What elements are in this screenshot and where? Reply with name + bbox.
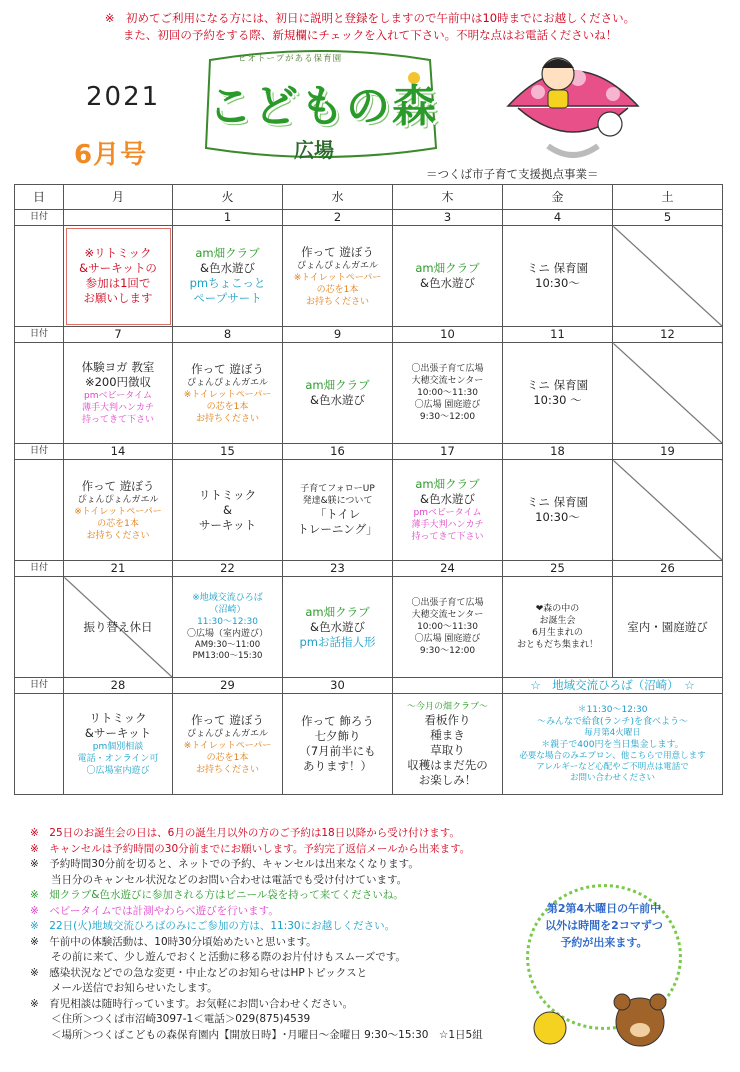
date-row — [15, 210, 723, 226]
date-wed: 2 — [283, 210, 393, 226]
date-label: 日付 — [15, 444, 64, 460]
cell-line: pmベビータイム — [84, 391, 152, 401]
date-row — [15, 561, 723, 577]
cell-line: am畑クラブ — [415, 261, 480, 275]
day-cell-mon — [64, 460, 173, 561]
cell-line: &色水遊び — [310, 393, 365, 407]
date-label: 日付 — [15, 678, 64, 694]
day-cell-sat — [613, 343, 723, 444]
cell-line: ペープサート — [193, 291, 262, 305]
issue-label: 6月号 — [74, 140, 148, 170]
cell-line: 持ってきて下さい — [81, 415, 154, 425]
date-sat: 12 — [613, 327, 723, 343]
date-thu: 17 — [393, 444, 503, 460]
date-thu: 24 — [393, 561, 503, 577]
notes-list — [30, 826, 550, 1043]
cell-line: お誕生会 — [539, 616, 576, 626]
date-row — [15, 678, 723, 694]
day-cell-wed — [283, 694, 393, 795]
cell-line: & — [223, 502, 232, 517]
cell-line: ぴょんぴょんガエル — [296, 260, 378, 271]
date-mon: 28 — [64, 678, 173, 694]
week-row — [15, 460, 723, 561]
date-row — [15, 327, 723, 343]
date-wed: 9 — [283, 327, 393, 343]
cell-line: ミニ 保育園 — [526, 378, 589, 392]
date-sat: 5 — [613, 210, 723, 226]
date-tue: 15 — [173, 444, 283, 460]
cell-line: &サーキットの — [79, 261, 157, 275]
cell-line: 〇広場（室内遊び） — [186, 629, 268, 639]
cell-line: 看板作り — [424, 712, 471, 727]
day-cell-tue — [173, 460, 283, 561]
date-fri: 11 — [503, 327, 613, 343]
note-line: 当日分のキャンセル状況などのお問い合わせは電話でも受け付けています。 — [30, 873, 408, 886]
cell-line: の芯を1本 — [206, 752, 249, 763]
cell-line: &サーキット — [84, 726, 152, 740]
note-line: ※ 予約時間30分前を切ると、ネットでの予約、キャンセルは出来なくなります。 — [30, 858, 419, 870]
day-cell-fri — [503, 577, 613, 678]
date-mon: 21 — [64, 561, 173, 577]
cell-line: 10:30～ — [535, 510, 580, 524]
week-row — [15, 694, 723, 795]
day-cell-tue — [173, 226, 283, 327]
cell-line: ※リトミック — [84, 246, 152, 260]
event-line: ＊親子で400円を当日集金します。 — [541, 740, 684, 750]
logo-tagline: ビオトープがある保育園 — [238, 54, 343, 64]
year: 2021 — [86, 82, 161, 112]
day-cell-thu — [393, 226, 503, 327]
cell-line: ミニ 保育園 — [526, 495, 589, 509]
cell-line: の芯を1本 — [206, 401, 249, 412]
cell-line: 発達&躾について — [302, 496, 373, 506]
day-cell-wed — [283, 226, 393, 327]
weekday-tue: 火 — [173, 185, 283, 210]
day-cell-thu — [393, 460, 503, 561]
event-line: アレルギーなど心配やご不明点は電話で — [536, 762, 689, 772]
cell-line: 作って 飾ろう — [301, 714, 374, 728]
cell-line: サーキット — [198, 517, 257, 532]
cell-line: 9:30～12:00 — [419, 646, 476, 656]
top-notice-2: また、初回の予約をする際、新規欄にチェックを入れて下さい。不明な点はお電話くださいね！ — [122, 28, 618, 42]
cell-line: ※地域交流ひろば — [192, 593, 263, 603]
note-line: ※ 畑クラブ&色水遊びに参加される方はビニール袋を持って来てくださいね。 — [30, 889, 404, 901]
date-wed: 23 — [283, 561, 393, 577]
cell-line: am畑クラブ — [305, 378, 370, 392]
logo-subtitle: 広場 — [294, 138, 334, 162]
cell-line: 11:30～12:30 — [197, 617, 258, 627]
cell-line: ❤森の中の — [535, 604, 580, 614]
note-line: ※ 25日のお誕生会の日は、6月の誕生月以外の方のご予約は18日以降から受け付けます。 — [30, 827, 460, 839]
date-sat: 26 — [613, 561, 723, 577]
cell-line: 薄手大判ハンカチ — [81, 403, 154, 413]
weekday-thu: 木 — [393, 185, 503, 210]
day-cell-sun — [15, 226, 64, 327]
event-line: 毎月第4火曜日 — [584, 728, 641, 738]
cell-line: 作って 遊ぼう — [301, 244, 374, 259]
day-cell-sat — [613, 460, 723, 561]
day-cell-sat — [613, 226, 723, 327]
cell-line: 室内・園庭遊び — [627, 619, 708, 634]
note-line: ＜住所＞つくば市沼崎3097-1＜電話＞029(875)4539 — [30, 1013, 311, 1025]
date-thu: 10 — [393, 327, 503, 343]
cell-line: ～今月の畑クラブ～ — [406, 701, 488, 712]
bear-chick-icon — [520, 992, 688, 1052]
date-fri: 25 — [503, 561, 613, 577]
logo-title: こどもの森 — [208, 81, 438, 132]
cell-line: ※トイレットペーパー — [183, 740, 272, 751]
cell-line: 〇出張子育て広場 — [411, 598, 484, 608]
event-line: 必要な場合のみエプロン、他こちらで用意します — [519, 751, 706, 761]
cell-line: PM13:00～15:30 — [192, 651, 263, 661]
cell-line: pmベビータイム — [413, 508, 482, 518]
date-thu: 3 — [393, 210, 503, 226]
cell-line: 草取り — [430, 742, 465, 757]
community-event-cell — [503, 694, 723, 795]
cell-line: 〇広場 園庭遊び — [414, 634, 481, 644]
logo — [200, 48, 440, 166]
date-label: 日付 — [15, 561, 64, 577]
cell-line: pmお話指人形 — [299, 634, 376, 649]
day-cell-thu — [393, 694, 503, 795]
cell-line: おともだち集まれ！ — [516, 640, 598, 650]
bubble-text: 第2第4木曜日の午前中 以外は時間を2コマずつ 予約が出来ます。 — [545, 902, 663, 949]
cell-line: &色水遊び — [200, 261, 255, 275]
cell-line: ※トイレットペーパー — [293, 272, 382, 283]
cell-line: 電話・オンライン可 — [77, 754, 159, 764]
date-label: 日付 — [15, 210, 64, 226]
cell-line: ※200円徴収 — [84, 375, 152, 389]
cell-line: リトミック — [89, 711, 147, 725]
cell-line: お持ちください — [195, 413, 259, 424]
cell-line: 「トイレ — [314, 507, 361, 521]
cell-line: ※トイレットペーパー — [74, 506, 162, 517]
cell-line: &色水遊び — [420, 492, 475, 506]
day-cell-sun — [15, 343, 64, 444]
cell-line: 作って 遊ぼう — [81, 478, 155, 493]
cell-line: 〇広場室内遊び — [86, 766, 150, 776]
cell-line: pm個別相談 — [92, 742, 144, 752]
calendar-table — [14, 184, 723, 795]
cell-line: 体験ヨガ 教室 — [81, 360, 155, 374]
cell-line: &色水遊び — [420, 276, 475, 290]
cell-line: am畑クラブ — [305, 604, 370, 619]
cell-line: の芯を1本 — [97, 518, 139, 529]
weekday-mon: 月 — [64, 185, 173, 210]
cell-line: 種まき — [430, 727, 465, 742]
day-cell-mon — [64, 343, 173, 444]
date-wed: 16 — [283, 444, 393, 460]
cell-line: 作って 遊ぼう — [191, 361, 264, 376]
cell-line: お持ちください — [195, 764, 259, 775]
note-line: ＜場所＞つくばこどもの森保育園内【開放日時】･月曜日～金曜日 9:30～15:30 ☆1日5組 — [30, 1028, 483, 1041]
cell-line: ぴょんぴょんガエル — [77, 494, 159, 505]
day-cell-fri — [503, 460, 613, 561]
cell-line: （7月前半にも — [299, 744, 376, 758]
cell-line: 10:00～11:30 — [417, 622, 478, 632]
weekday-sat: 土 — [613, 185, 723, 210]
date-tue: 1 — [173, 210, 283, 226]
date-fri: 18 — [503, 444, 613, 460]
cell-line: 作って 遊ぼう — [191, 712, 264, 727]
cell-line: （沼崎） — [209, 605, 246, 615]
weekday-wed: 水 — [283, 185, 393, 210]
cell-line: 10:00～11:30 — [417, 388, 478, 398]
cell-line: ミニ 保育園 — [526, 261, 589, 275]
day-cell-tue — [173, 577, 283, 678]
cell-line: ※トイレットペーパー — [183, 389, 272, 400]
cell-line: 子育てフォローUP — [300, 484, 375, 494]
date-row — [15, 444, 723, 460]
cell-line: 10:30 ～ — [533, 393, 582, 407]
cell-line: お楽しみ！ — [418, 772, 477, 787]
cell-line: 七夕飾り — [314, 729, 361, 743]
event-line: ＊11:30～12:30 — [577, 705, 648, 715]
event-line: ～みんなで給食(ランチ)を食べよう～ — [536, 717, 689, 727]
day-cell-mon — [64, 577, 173, 678]
note-line: ※ 午前中の体験活動は、10時30分頃始めたいと思います。 — [30, 935, 317, 948]
weekday-fri: 金 — [503, 185, 613, 210]
day-cell-fri — [503, 343, 613, 444]
cell-line: 大穂交流センター — [411, 376, 484, 386]
cell-line: お持ちください — [305, 296, 369, 307]
cell-line: 大穂交流センター — [411, 610, 484, 620]
note-line: メール送信でお知らせいたします。 — [30, 982, 218, 994]
day-cell-sun — [15, 694, 64, 795]
date-sat: 19 — [613, 444, 723, 460]
day-cell-wed — [283, 577, 393, 678]
girl-umbrella-illustration — [498, 46, 648, 164]
note-line: ※ 育児相談は随時行っています。お気軽にお問い合わせください。 — [30, 997, 353, 1010]
reservation-bubble — [520, 880, 688, 1040]
cell-line: 9:30～12:00 — [419, 412, 476, 422]
cell-line: am畑クラブ — [195, 246, 260, 260]
date-label: 日付 — [15, 327, 64, 343]
day-cell-sat — [613, 577, 723, 678]
cell-line: ぴょんぴょんガエル — [186, 728, 268, 739]
date-mon — [64, 210, 173, 226]
day-cell-fri — [503, 226, 613, 327]
cell-line: AM9:30～11:00 — [194, 640, 261, 650]
cell-line: 参加は1回で — [85, 276, 151, 290]
note-line: ※ 感染状況などでの急な変更・中止などのお知らせはHPトピックスと — [30, 966, 368, 979]
community-event-header: ☆ 地域交流ひろば（沼崎） ☆ — [503, 678, 723, 694]
cell-line: お願いします — [83, 291, 153, 305]
cell-line: あります！） — [303, 759, 372, 773]
note-line: ※ 22日(火)地域交流ひろばのみにご参加の方は、11:30にお越しください。 — [30, 920, 396, 932]
cell-line: 〇出張子育て広場 — [411, 364, 484, 374]
day-cell-thu — [393, 343, 503, 444]
cell-line: 10:30～ — [535, 276, 580, 290]
note-line: ※ キャンセルは予約時間の30分前までにお願いします。予約完了返信メールから出来ます。 — [30, 842, 471, 855]
cell-line: 収穫はまだ先の — [407, 757, 488, 772]
note-line: ※ ベビータイムでは計測やわらべ遊びを行います。 — [30, 904, 279, 917]
cell-line: &色水遊び — [310, 619, 365, 634]
date-tue: 22 — [173, 561, 283, 577]
event-line: お問い合わせください — [569, 773, 655, 783]
week-row — [15, 226, 723, 327]
cell-line: 〇広場 園庭遊び — [414, 400, 481, 410]
cell-line: リトミック — [198, 487, 257, 502]
cell-line: 6月生まれの — [532, 628, 583, 638]
note-line: その前に来て、少し遊んでおくと活動に移る際のお片付けもスムーズです。 — [30, 951, 406, 963]
date-thu — [393, 678, 503, 694]
day-cell-sun — [15, 460, 64, 561]
cell-line: pmちょこっと — [189, 276, 266, 290]
day-cell-tue — [173, 343, 283, 444]
weekday-sun: 日 — [15, 185, 64, 210]
cell-line: ぴょんぴょんガエル — [186, 377, 268, 388]
cell-line: 振り替え休日 — [83, 619, 153, 634]
top-notice-1: ※ 初めてご利用になる方には、初日に説明と登録をしますので午前中は10時までにお越しください。 — [104, 11, 636, 25]
day-cell-thu — [393, 577, 503, 678]
week-row — [15, 343, 723, 444]
weekday-header-row — [15, 185, 723, 210]
cell-line: トレーニング」 — [297, 522, 378, 536]
date-fri: 4 — [503, 210, 613, 226]
day-cell-mon — [64, 226, 173, 327]
date-mon: 7 — [64, 327, 173, 343]
cell-line: 持ってきて下さい — [411, 532, 484, 542]
program-label: ＝つくば市子育て支援拠点事業＝ — [426, 167, 599, 181]
day-cell-tue — [173, 694, 283, 795]
cell-line: の芯を1本 — [316, 284, 359, 295]
date-mon: 14 — [64, 444, 173, 460]
cell-line: 薄手大判ハンカチ — [411, 520, 484, 530]
day-cell-sun — [15, 577, 64, 678]
date-tue: 8 — [173, 327, 283, 343]
cell-line: am畑クラブ — [415, 477, 480, 491]
day-cell-mon — [64, 694, 173, 795]
date-wed: 30 — [283, 678, 393, 694]
cell-line: お持ちください — [86, 530, 150, 541]
day-cell-wed — [283, 460, 393, 561]
week-row — [15, 577, 723, 678]
date-tue: 29 — [173, 678, 283, 694]
day-cell-wed — [283, 343, 393, 444]
